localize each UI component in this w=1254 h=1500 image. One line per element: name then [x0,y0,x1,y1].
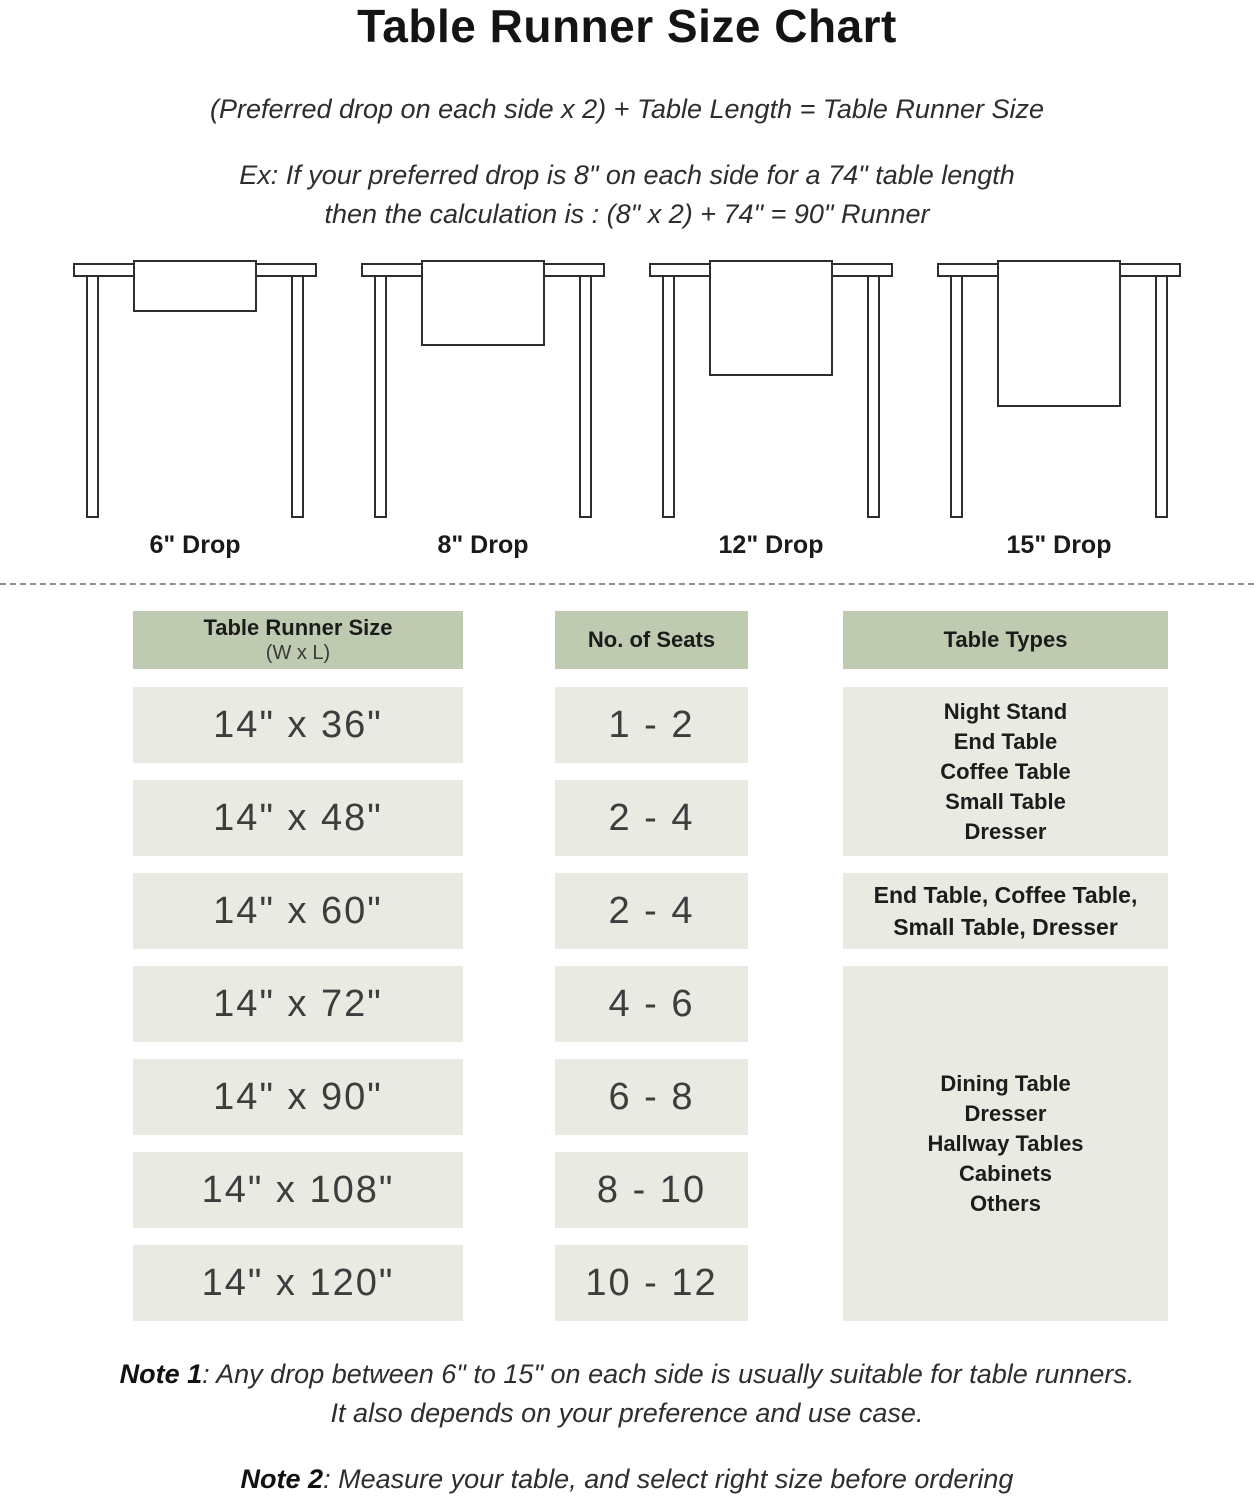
example-text [0,156,1254,234]
type-line: Hallway Tables [927,1130,1084,1156]
seats-cell [555,687,748,763]
table-types-cell-small [843,687,1168,856]
table-types-cell-medium [843,873,1168,949]
type-line: Night Stand [943,698,1068,724]
runner-shape [997,260,1121,407]
size-cell [133,1152,463,1228]
seats-cell [555,1245,748,1321]
note-1-line-2: It also depends on your preference and use case. [330,1398,924,1428]
type-line: Coffee Table [940,758,1071,784]
formula-text: (Preferred drop on each side x 2) + Table Length = Table Runner Size [209,94,1045,124]
size-cell [133,1059,463,1135]
size-value: 14" x 108" [201,1168,395,1211]
column-header-title: Table Types [943,627,1068,652]
table-diagram-6in-drop [70,255,320,567]
table-types-cell-large [843,966,1168,1321]
runner-shape [709,260,833,376]
table-leg-right [579,275,592,518]
size-value: 14" x 90" [213,1075,383,1118]
type-line: Dresser [964,1100,1047,1126]
type-line: End Table, Coffee Table, [873,882,1138,908]
drop-diagrams [70,255,1184,567]
table-diagram-8in-drop [358,255,608,567]
example-line-1: Ex: If your preferred drop is 8" on each side for a 74" table length [239,160,1015,190]
column-header-title: No. of Seats [587,627,716,652]
size-value: 14" x 36" [213,703,383,746]
seats-cell [555,1152,748,1228]
column-header-table-types [843,611,1168,669]
type-line: Small Table [945,788,1066,814]
seats-value: 1 - 2 [608,703,695,746]
drop-label: 6" Drop [149,531,241,559]
seats-cell [555,873,748,949]
seats-value: 6 - 8 [608,1075,695,1118]
note-1-line-1 [0,1355,1254,1394]
table-leg-right [1155,275,1168,518]
table-leg-right [867,275,880,518]
dashed-divider [0,583,1254,585]
size-value: 14" x 72" [213,982,383,1025]
seats-cell [555,966,748,1042]
seats-value: 2 - 4 [608,889,695,932]
note-1-text: : Any drop between 6" to 15" on each side is usually suitable for table runners. [202,1359,1135,1389]
drop-label: 15" Drop [1006,531,1112,559]
size-cell [133,1245,463,1321]
table-leg-left [86,275,99,518]
runner-shape [421,260,545,346]
type-line: Cabinets [959,1160,1052,1186]
column-header-title: Table Runner Size [203,615,393,640]
note-2-text: : Measure your table, and select right size before ordering [323,1464,1014,1494]
table-leg-right [291,275,304,518]
note-1-label: Note 1 [119,1359,203,1389]
type-line: Others [970,1190,1041,1216]
seats-value: 10 - 12 [585,1261,718,1304]
size-cell [133,780,463,856]
table-leg-left [662,275,675,518]
size-cell [133,966,463,1042]
seats-value: 8 - 10 [596,1168,707,1211]
size-cell [133,873,463,949]
size-cell [133,687,463,763]
size-value: 14" x 120" [201,1261,395,1304]
note-1 [0,1355,1254,1433]
size-value: 14" x 60" [213,889,383,932]
table-diagram-12in-drop [646,255,896,567]
drop-label: 12" Drop [718,531,824,559]
drop-label: 8" Drop [437,531,529,559]
column-header-subtitle: (W x L) [265,642,331,664]
example-line-2: then the calculation is : (8" x 2) + 74" = 90" Runner [324,199,930,229]
type-line: Small Table, Dresser [893,914,1118,940]
table-leg-left [950,275,963,518]
seats-cell [555,1059,748,1135]
seats-value: 4 - 6 [608,982,695,1025]
page-title: Table Runner Size Chart [357,0,897,52]
seats-cell [555,780,748,856]
column-header-seats [555,611,748,669]
note-2 [0,1460,1254,1499]
table-diagram-15in-drop [934,255,1184,567]
type-line: End Table [953,728,1058,754]
size-value: 14" x 48" [213,796,383,839]
seats-value: 2 - 4 [608,796,695,839]
table-leg-left [374,275,387,518]
column-header-runner-size [133,611,463,669]
note-2-label: Note 2 [240,1464,324,1494]
type-line: Dresser [964,818,1047,844]
type-line: Dining Table [940,1070,1071,1096]
runner-shape [133,260,257,312]
